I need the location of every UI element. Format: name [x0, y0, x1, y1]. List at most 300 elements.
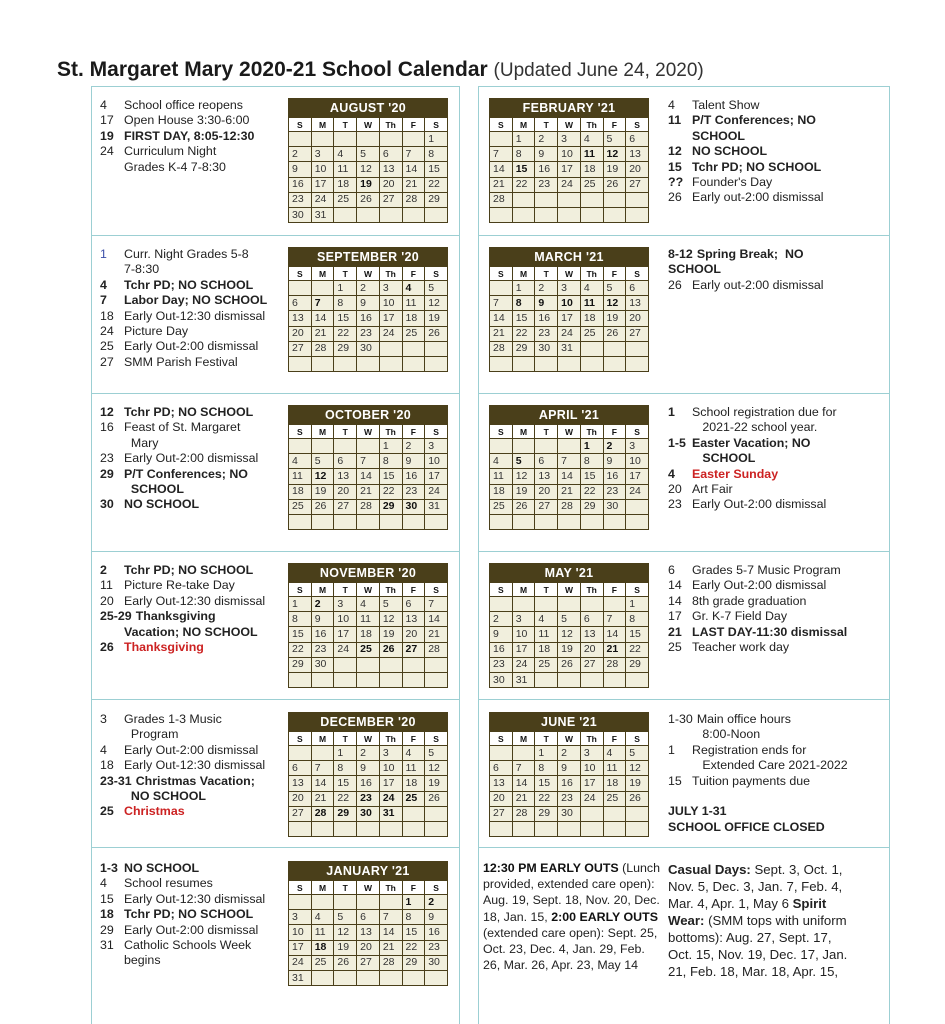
- weekday-label: W: [357, 732, 380, 746]
- weekday-label: Th: [379, 267, 402, 281]
- note-line: [668, 727, 848, 742]
- empty-day: [379, 207, 402, 222]
- weekday-label: S: [626, 732, 649, 746]
- note-line: [100, 247, 267, 262]
- day-cell: 31: [425, 499, 448, 514]
- empty-day: [402, 806, 425, 821]
- weekday-label: M: [512, 583, 535, 597]
- day-cell: 12: [558, 627, 581, 642]
- empty-day: [289, 132, 312, 147]
- calendar-nov: [288, 563, 448, 688]
- day-cell: 18: [311, 940, 334, 955]
- note-date: 14: [668, 578, 682, 593]
- weekday-label: M: [311, 881, 334, 895]
- note-text: Grades 1-3 Music: [124, 712, 222, 726]
- day-cell: 8: [535, 761, 558, 776]
- empty-day: [603, 356, 626, 371]
- note-date: 20: [100, 593, 114, 608]
- day-cell: 13: [402, 612, 425, 627]
- day-cell: 21: [311, 326, 334, 341]
- day-cell: 23: [425, 940, 448, 955]
- note-text: P/T Conferences; NO: [692, 113, 816, 128]
- day-cell: 20: [289, 326, 312, 341]
- day-cell: 21: [357, 484, 380, 499]
- note-text: NO SCHOOL: [124, 497, 200, 512]
- note-date: [668, 451, 692, 466]
- day-cell: 7: [558, 454, 581, 469]
- day-cell: 17: [311, 177, 334, 192]
- note-text: Catholic Schools Week: [124, 938, 252, 953]
- empty-day: [402, 657, 425, 672]
- day-cell: 19: [512, 484, 535, 499]
- day-cell: 16: [357, 776, 380, 791]
- empty-day: [402, 132, 425, 147]
- note-text: 8:00-Noon: [692, 727, 761, 742]
- note-text: School resumes: [124, 876, 213, 891]
- day-cell: 15: [512, 162, 535, 177]
- day-cell: 13: [334, 469, 357, 484]
- day-cell: 16: [490, 642, 513, 657]
- empty-day: [425, 356, 448, 371]
- note-line: [100, 497, 258, 512]
- day-cell: 1: [512, 132, 535, 147]
- weekday-label: W: [357, 118, 380, 132]
- empty-day: [558, 514, 581, 529]
- note-text: School registration due for: [692, 405, 837, 419]
- day-cell: 6: [289, 761, 312, 776]
- weekday-label: S: [626, 425, 649, 439]
- note-line: [668, 609, 847, 624]
- empty-day: [334, 439, 357, 454]
- note-line: [668, 436, 837, 451]
- note-date: 29: [100, 922, 114, 937]
- note-date: 4: [100, 98, 107, 112]
- weekday-label: S: [289, 118, 312, 132]
- day-cell: 12: [425, 296, 448, 311]
- day-cell: 16: [357, 311, 380, 326]
- empty-day: [425, 821, 448, 836]
- day-cell: 5: [626, 746, 649, 761]
- day-cell: 12: [311, 469, 334, 484]
- day-cell: 2: [402, 439, 425, 454]
- day-cell: 8: [379, 454, 402, 469]
- day-cell: 28: [425, 642, 448, 657]
- weekday-label: S: [425, 425, 448, 439]
- day-cell: 19: [334, 940, 357, 955]
- day-cell: 29: [334, 806, 357, 821]
- month-name: NOVEMBER '20: [289, 564, 448, 583]
- note-text: 8th grade graduation: [692, 593, 807, 608]
- note-text: NO SCHOOL: [124, 861, 200, 875]
- note-line: [668, 563, 847, 578]
- month-name: DECEMBER '20: [289, 713, 448, 732]
- month-name: MARCH '21: [490, 248, 649, 267]
- notes-nov: [100, 563, 265, 655]
- weekday-label: W: [558, 267, 581, 281]
- weekday-label: M: [311, 118, 334, 132]
- day-cell: 14: [311, 311, 334, 326]
- day-cell: 13: [490, 776, 513, 791]
- note-line: [100, 482, 258, 497]
- note-date: 23: [668, 497, 682, 512]
- empty-day: [311, 439, 334, 454]
- notes-may: [668, 563, 847, 655]
- day-cell: 24: [379, 326, 402, 341]
- note-date: 21: [668, 624, 682, 639]
- empty-day: [357, 657, 380, 672]
- day-cell: 30: [603, 499, 626, 514]
- month-name: AUGUST '20: [289, 99, 448, 118]
- note-date: 23-31: [100, 773, 132, 788]
- day-cell: 13: [357, 925, 380, 940]
- note-text: Tchr PD; NO SCHOOL: [124, 907, 254, 922]
- note-text: Early Out-2:00 dismissal: [124, 451, 259, 466]
- day-cell: 16: [535, 162, 558, 177]
- note-line: [668, 144, 824, 159]
- note-text: 7-8:30: [124, 262, 160, 277]
- day-cell: 30: [425, 955, 448, 970]
- note-date: 24: [100, 324, 114, 339]
- note-text: Teacher work day: [692, 640, 790, 655]
- day-cell: 7: [311, 296, 334, 311]
- empty-day: [334, 821, 357, 836]
- empty-day: [357, 821, 380, 836]
- day-cell: 3: [626, 439, 649, 454]
- note-line: [100, 563, 265, 578]
- day-cell: 16: [402, 469, 425, 484]
- day-cell: 28: [558, 499, 581, 514]
- day-cell: 17: [379, 311, 402, 326]
- note-text: Program: [124, 727, 179, 742]
- empty-day: [535, 672, 558, 687]
- early-outs-200-heading: 2:00 EARLY OUTS: [551, 909, 658, 924]
- note-line: [100, 451, 258, 466]
- day-cell: 5: [334, 910, 357, 925]
- day-cell: 17: [558, 162, 581, 177]
- note-line: [100, 758, 265, 773]
- notes-aug: [100, 98, 254, 175]
- note-date: [100, 262, 124, 277]
- day-cell: 18: [580, 311, 603, 326]
- empty-day: [289, 821, 312, 836]
- day-cell: 22: [402, 940, 425, 955]
- note-date: 11: [100, 578, 113, 593]
- day-cell: 14: [603, 627, 626, 642]
- day-cell: 15: [425, 162, 448, 177]
- note-text: Talent Show: [692, 98, 760, 112]
- day-cell: 2: [535, 281, 558, 296]
- note-line: [100, 876, 265, 891]
- note-date: [100, 727, 124, 742]
- month-name: MAY '21: [490, 564, 649, 583]
- day-cell: 23: [535, 326, 558, 341]
- month-name: JUNE '21: [490, 713, 649, 732]
- note-line: [100, 262, 267, 277]
- empty-day: [535, 821, 558, 836]
- note-text: [692, 789, 695, 804]
- note-text: SCHOOL: [692, 128, 746, 143]
- note-line: [668, 175, 824, 190]
- day-cell: 21: [603, 642, 626, 657]
- weekday-label: Th: [580, 267, 603, 281]
- note-line: [100, 774, 265, 789]
- weekday-label: S: [425, 732, 448, 746]
- spirit-wear-heading: Spirit Wear:: [668, 896, 827, 928]
- note-date: 25: [100, 804, 114, 819]
- day-cell: 26: [425, 326, 448, 341]
- day-cell: 5: [603, 132, 626, 147]
- note-date: SCHOOL OFFICE CLOSED: [668, 819, 825, 834]
- note-text: Gr. K-7 Field Day: [692, 609, 788, 624]
- empty-day: [512, 746, 535, 761]
- day-cell: 26: [512, 499, 535, 514]
- day-cell: 25: [311, 955, 334, 970]
- day-cell: 9: [603, 454, 626, 469]
- empty-day: [289, 746, 312, 761]
- weekday-label: Th: [379, 732, 402, 746]
- note-date: 4: [668, 466, 675, 481]
- empty-day: [490, 821, 513, 836]
- note-text: Early Out-12:30 dismissal: [124, 758, 266, 773]
- day-cell: 25: [603, 791, 626, 806]
- day-cell: 23: [603, 484, 626, 499]
- empty-day: [490, 597, 513, 612]
- day-cell: 26: [558, 657, 581, 672]
- day-cell: 27: [289, 806, 312, 821]
- empty-day: [626, 821, 649, 836]
- note-line: [100, 467, 258, 482]
- calendar-apr: [489, 405, 649, 530]
- notes-feb: [668, 98, 824, 206]
- note-text: Tchr PD; NO SCHOOL: [692, 159, 822, 174]
- weekday-label: W: [357, 267, 380, 281]
- note-line: [668, 789, 848, 804]
- day-cell: 5: [512, 454, 535, 469]
- day-cell: 15: [334, 776, 357, 791]
- weekday-label: S: [626, 118, 649, 132]
- empty-day: [357, 672, 380, 687]
- day-cell: 3: [558, 132, 581, 147]
- note-line: [100, 609, 265, 624]
- day-cell: 27: [402, 642, 425, 657]
- day-cell: 23: [311, 642, 334, 657]
- note-text: Art Fair: [692, 482, 733, 497]
- note-line: [100, 293, 267, 308]
- day-cell: 20: [490, 791, 513, 806]
- note-text: Early Out-2:00 dismissal: [692, 578, 827, 593]
- day-cell: 7: [402, 147, 425, 162]
- note-line: [100, 892, 265, 907]
- weekday-label: S: [490, 583, 513, 597]
- spirit-wear-text: (SMM tops with uniform bottoms): Aug. 27, Sept. 17, Oct. 15, Nov. 19, Dec. 17, Jan. 21, Feb. 18, Mar. 18, Apr. 15,: [668, 913, 848, 979]
- note-date: [100, 789, 124, 804]
- calendar-may: [489, 563, 649, 688]
- note-date: 25-29: [100, 609, 132, 624]
- day-cell: 15: [535, 776, 558, 791]
- empty-day: [603, 672, 626, 687]
- empty-day: [490, 132, 513, 147]
- note-date: [100, 953, 124, 968]
- calendar-oct: [288, 405, 448, 530]
- day-cell: 25: [289, 499, 312, 514]
- note-text: Picture Re-take Day: [124, 578, 235, 593]
- note-date: 26: [100, 640, 114, 655]
- day-cell: 2: [535, 132, 558, 147]
- day-cell: 6: [490, 761, 513, 776]
- note-line: [100, 278, 267, 293]
- day-cell: 9: [357, 761, 380, 776]
- note-line: [668, 482, 837, 497]
- day-cell: 19: [425, 311, 448, 326]
- day-cell: 2: [490, 612, 513, 627]
- day-cell: 25: [580, 177, 603, 192]
- note-date: 4: [100, 742, 107, 757]
- weekday-label: W: [357, 881, 380, 895]
- note-line: [100, 405, 258, 420]
- day-cell: 23: [535, 177, 558, 192]
- empty-day: [535, 514, 558, 529]
- note-date: [668, 420, 692, 435]
- weekday-label: S: [289, 267, 312, 281]
- day-cell: 4: [580, 281, 603, 296]
- weekday-label: Th: [379, 425, 402, 439]
- note-date: 4: [100, 277, 107, 292]
- day-cell: 22: [289, 642, 312, 657]
- month-name: APRIL '21: [490, 406, 649, 425]
- note-text: Grades K-4 7-8:30: [124, 159, 226, 174]
- day-cell: 5: [379, 597, 402, 612]
- day-cell: 15: [289, 627, 312, 642]
- day-cell: 4: [311, 910, 334, 925]
- note-date: 4: [668, 98, 675, 112]
- day-cell: 25: [535, 657, 558, 672]
- weekday-label: Th: [379, 118, 402, 132]
- day-cell: 11: [580, 147, 603, 162]
- note-date: 12: [100, 405, 114, 419]
- weekday-label: S: [289, 583, 312, 597]
- weekday-label: S: [626, 583, 649, 597]
- empty-day: [311, 281, 334, 296]
- empty-day: [425, 514, 448, 529]
- note-text: Registration ends for: [692, 742, 807, 757]
- day-cell: 1: [289, 597, 312, 612]
- day-cell: 25: [357, 642, 380, 657]
- weekday-label: F: [603, 425, 626, 439]
- note-date: JULY 1-31: [668, 804, 727, 819]
- note-line: [100, 727, 265, 742]
- day-cell: 13: [289, 311, 312, 326]
- note-line: [100, 625, 265, 640]
- day-cell: 4: [490, 454, 513, 469]
- note-date: 26: [668, 190, 682, 205]
- day-cell: 17: [512, 642, 535, 657]
- empty-day: [311, 356, 334, 371]
- empty-day: [379, 132, 402, 147]
- day-cell: 8: [289, 612, 312, 627]
- day-cell: 18: [289, 484, 312, 499]
- day-cell: 28: [311, 341, 334, 356]
- note-text: Tchr PD; NO SCHOOL: [124, 277, 254, 292]
- day-cell: 7: [425, 597, 448, 612]
- day-cell: 3: [334, 597, 357, 612]
- weekday-label: F: [402, 425, 425, 439]
- day-cell: 6: [357, 910, 380, 925]
- note-text: Grades 5-7 Music Program: [692, 563, 841, 577]
- note-line: [668, 278, 824, 293]
- day-cell: 27: [334, 499, 357, 514]
- note-line: [100, 129, 254, 144]
- day-cell: 21: [558, 484, 581, 499]
- day-cell: 23: [357, 791, 380, 806]
- empty-day: [580, 514, 603, 529]
- empty-day: [580, 597, 603, 612]
- day-cell: 13: [379, 162, 402, 177]
- title-updated: (Updated June 24, 2020): [493, 60, 704, 81]
- day-cell: 27: [289, 341, 312, 356]
- day-cell: 26: [425, 791, 448, 806]
- note-line: [100, 861, 265, 876]
- note-line: [668, 247, 824, 262]
- day-cell: 13: [626, 147, 649, 162]
- weekday-label: S: [490, 267, 513, 281]
- note-date: 16: [100, 420, 114, 435]
- empty-day: [580, 806, 603, 821]
- note-line: [668, 405, 837, 420]
- day-cell: 14: [490, 311, 513, 326]
- weekday-label: T: [334, 881, 357, 895]
- note-text: Main office hours: [696, 712, 791, 726]
- notes-jun: [668, 712, 848, 835]
- note-text: FIRST DAY, 8:05-12:30: [124, 128, 255, 143]
- day-cell: 1: [402, 895, 425, 910]
- weekday-label: Th: [580, 118, 603, 132]
- day-cell: 20: [289, 791, 312, 806]
- note-line: [100, 113, 254, 128]
- day-cell: 21: [379, 940, 402, 955]
- empty-day: [535, 356, 558, 371]
- day-cell: 29: [580, 499, 603, 514]
- empty-day: [558, 439, 581, 454]
- note-line: [668, 774, 848, 789]
- day-cell: 9: [402, 454, 425, 469]
- weekday-label: M: [512, 118, 535, 132]
- day-cell: 10: [558, 147, 581, 162]
- day-cell: 13: [289, 776, 312, 791]
- empty-day: [357, 439, 380, 454]
- note-text: Early Out-2:00 dismissal: [692, 497, 827, 512]
- note-text: Picture Day: [124, 324, 189, 339]
- day-cell: 10: [580, 761, 603, 776]
- title-main: St. Margaret Mary 2020-21 School Calendar: [57, 58, 488, 81]
- day-cell: 28: [512, 806, 535, 821]
- day-cell: 1: [512, 281, 535, 296]
- day-cell: 20: [626, 162, 649, 177]
- note-date: 26: [668, 277, 682, 292]
- note-text: Early Out-12:30 dismissal: [124, 593, 266, 608]
- day-cell: 12: [603, 147, 626, 162]
- empty-day: [535, 439, 558, 454]
- calendar-jun: [489, 712, 649, 837]
- weekday-label: Th: [379, 583, 402, 597]
- day-cell: 18: [402, 311, 425, 326]
- day-cell: 24: [379, 791, 402, 806]
- note-text: Founder's Day: [692, 175, 773, 190]
- day-cell: 9: [357, 296, 380, 311]
- empty-day: [425, 341, 448, 356]
- day-cell: 24: [558, 177, 581, 192]
- day-cell: 24: [626, 484, 649, 499]
- weekday-label: T: [535, 425, 558, 439]
